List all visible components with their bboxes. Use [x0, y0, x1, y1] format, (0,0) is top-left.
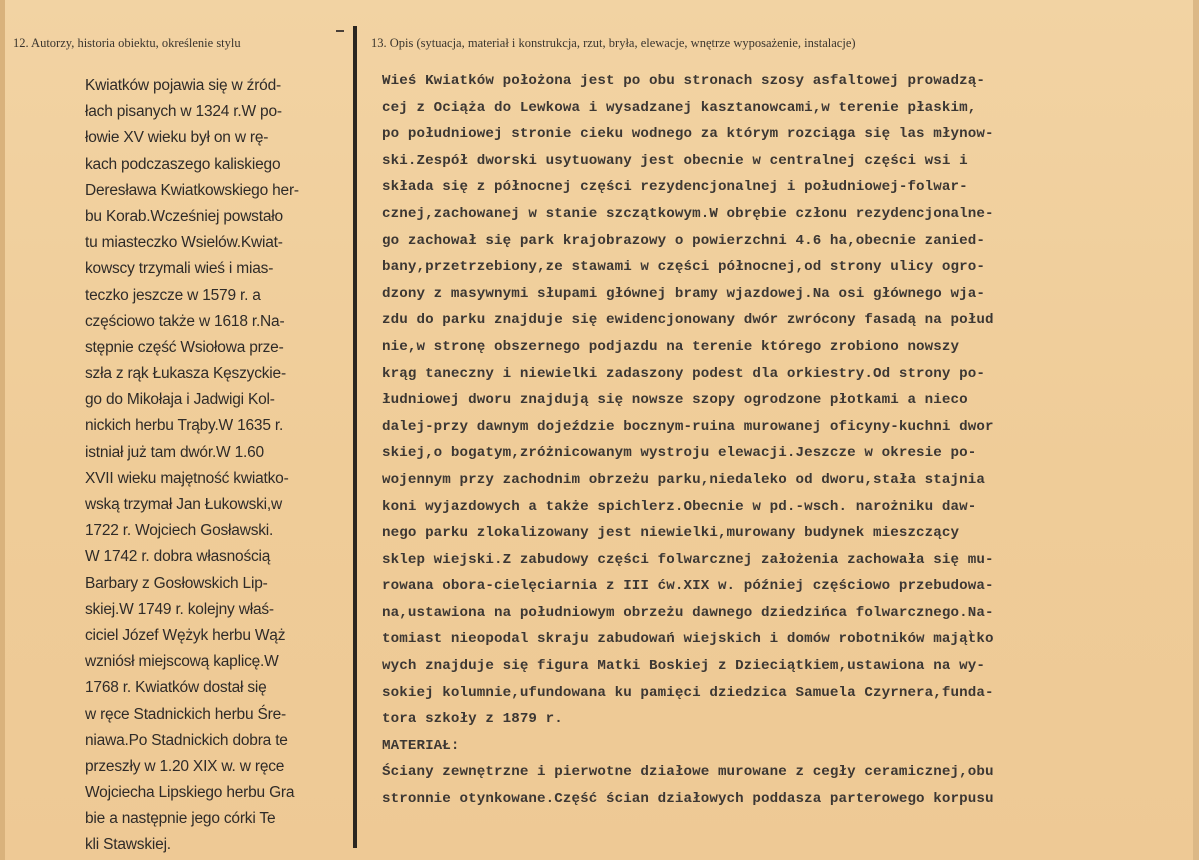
history-text-line: XVII wieku majętność kwiatko- — [85, 469, 289, 487]
history-text-line: nickich herbu Trąby.W 1635 r. — [85, 417, 284, 435]
history-text-line: W 1742 r. dobra własnością — [85, 548, 271, 566]
description-text-line: Wieś Kwiatków położona jest po obu stronach szosy asfaltowej prowadzą- — [382, 73, 985, 89]
description-text-line: MATERIAŁ: — [382, 737, 460, 754]
description-text-line: nego parku zlokalizowany jest niewielki,murowany budynek mieszczący — [382, 525, 960, 542]
history-text-line: przeszły w 1.20 XIX w. w ręce — [85, 757, 285, 775]
description-text-column — [382, 68, 1194, 813]
description-text-line: tora szkoły z 1879 r. — [382, 711, 563, 728]
history-text-line: wzniósł miejscową kaplicę.W — [85, 653, 279, 671]
description-text-line: składa się z północnej części rezydencjonalnej i południowej-folwar- — [382, 179, 968, 196]
history-text-line: 1722 r. Wojciech Gosławski. — [85, 522, 274, 540]
description-text-line: rowana obora-cielęciarnia z III ćw.XIX w. później częściowo przebudowa- — [382, 578, 994, 595]
history-text-line: Deresława Kwiatkowskiego her- — [85, 181, 299, 199]
history-text-line: stępnie część Wsiołowa prze- — [85, 338, 284, 356]
description-text-line: zdu do parku znajduje się ewidencjonowany dwór zwrócony fasadą na połud — [382, 312, 994, 329]
history-text-line: kli Stawskiej. — [85, 836, 171, 854]
description-text-line: po południowej stronie cieku wodnego za którym rozciąga się las młynow- — [382, 126, 994, 143]
description-text-line: krąg taneczny i niewielki zadaszony podest dla orkiestry.Od strony po- — [382, 365, 985, 382]
description-text-line: nie,w stronę obszernego podjazdu na terenie którego zrobiono nowszy — [382, 338, 960, 355]
history-text-line: łach pisanych w 1324 r.W po- — [85, 103, 282, 121]
description-text-line: cznej,zachowanej w stanie szczątkowym.W obrębie członu rezydencjonalne- — [382, 205, 994, 222]
description-text-line: go zachował się park krajobrazowy o powierzchni 4.6 ha,obecnie zanied- — [382, 232, 985, 249]
description-text-line: stronnie otynkowane.Część ścian działowych poddasza parterowego korpusu — [382, 791, 994, 808]
page-edge-left — [0, 0, 5, 860]
description-text-line: skiej,o bogatym,zróżnicowanym wystroju elewacji.Jeszcze w okresie po- — [382, 445, 977, 462]
description-text-line: tomiast nieopodal skraju zabudowań wiejskich i domów robotników mająt̀ko — [382, 631, 994, 648]
right-section-header: 13. Opis (sytuacja, materiał i konstrukcja, rzut, bryła, elewacje, wnętrze wyposażenie, instalacje) — [371, 36, 856, 50]
description-text-line: ski.Zespół dworski usytuowany jest obecnie w centralnej części wsi i — [382, 152, 968, 169]
description-text-line: sokiej kolumnie,ufundowana ku pamięci dziedzica Samuela Czyrnera,funda- — [382, 684, 994, 701]
description-text-line: wych znajduje się figura Matki Boskiej z Dzieciątkiem,ustawiona na wy- — [382, 658, 985, 675]
history-text-line: skiej.W 1749 r. kolejny właś- — [85, 600, 274, 618]
history-text-line: Kwiatków pojawia się w źród- — [85, 77, 281, 94]
history-text-line: bie a następnie jego córki Te — [85, 810, 276, 828]
description-text-line: koni wyjazdowych a także spichlerz.Obecnie w pd.-wsch. narożniku daw- — [382, 498, 977, 515]
history-text-line: kach podczaszego kaliskiego — [85, 155, 281, 173]
description-text-line: na,ustawiona na południowym obrzeżu dawnego dziedzińca folwarcznego.Na- — [382, 604, 994, 621]
history-text-line: kowscy trzymali wieś i mias- — [85, 260, 274, 278]
history-text-line: Barbary z Gosłowskich Lip- — [85, 574, 268, 592]
history-text-line: 1768 r. Kwiatków dostał się — [85, 679, 267, 697]
history-text-line: częściowo także w 1618 r.Na- — [85, 312, 285, 330]
history-text-line: szła z rąk Łukasza Kęszyckie- — [85, 365, 286, 383]
history-text-line: bu Korab.Wcześniej powstało — [85, 207, 283, 225]
history-text-line: ciciel Józef Wężyk herbu Wąż — [85, 626, 286, 644]
history-text-line: tu miasteczko Wsielów.Kwiat- — [85, 234, 283, 252]
ink-mark — [336, 30, 344, 32]
history-text-line: teczko jeszcze w 1579 r. a — [85, 286, 261, 304]
history-text-line: Wojciecha Lipskiego herbu Gra — [85, 784, 295, 802]
history-text-line: łowie XV wieku był on w rę- — [85, 129, 269, 147]
left-section-header: 12. Autorzy, historia obiektu, określenie stylu — [13, 36, 241, 50]
history-text-line: wską trzymał Jan Łukowski,w — [85, 496, 283, 513]
history-text-column — [85, 73, 347, 859]
description-text-line: wojennym przy zachodnim obrzeżu parku,niedaleko od dworu,stała stajnia — [382, 471, 985, 488]
history-text-line: go do Mikołaja i Jadwigi Kol- — [85, 391, 275, 409]
description-text-line: dzony z masywnymi słupami głównej bramy wjazdowej.Na osi głównego wja- — [382, 285, 985, 302]
description-text-line: cej z Ociąża do Lewkowa i wysadzanej kasztanowcami,w terenie płaskim, — [382, 99, 977, 116]
column-divider — [353, 26, 357, 848]
description-text-line: łudniowej dworu znajdują się nowsze szopy ogrodzone płotkami a nieco — [382, 392, 968, 409]
history-text-line: istniał już tam dwór.W 1.60 — [85, 443, 264, 461]
description-text-line: Ściany zewnętrzne i pierwotne działowe murowane z cegły ceramicznej,obu — [382, 764, 994, 781]
description-text-line: bany,przetrzebiony,ze stawami w części północnej,od strony ulicy ogro- — [382, 259, 985, 276]
description-text-line: sklep wiejski.Z zabudowy części folwarcznej założenia zachowała się mu- — [382, 551, 994, 568]
history-text-line: w ręce Stadnickich herbu Śre- — [85, 705, 286, 723]
history-text-line: niawa.Po Stadnickich dobra te — [85, 731, 288, 749]
description-text-line: dalej-przy dawnym dojeździe bocznym-ruina murowanej oficyny-kuchni dwor — [382, 418, 994, 435]
